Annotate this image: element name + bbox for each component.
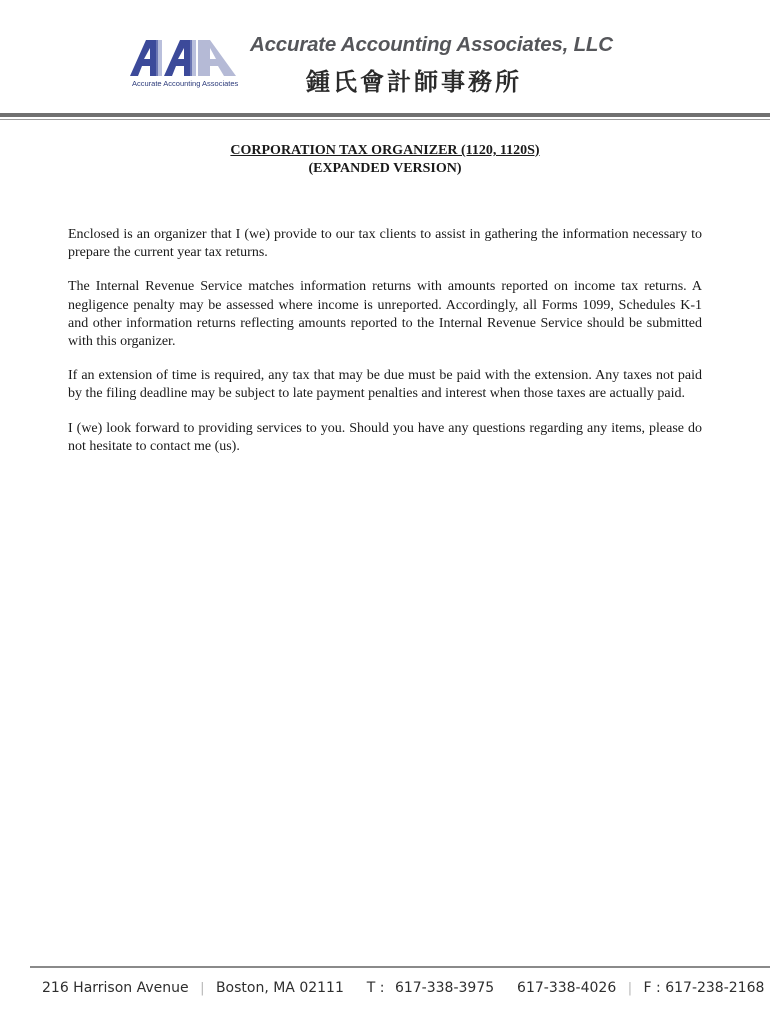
footer-city: Boston, MA 02111 [215, 980, 344, 996]
footer-phone: 617-338-3975 [394, 980, 495, 996]
document-body [68, 226, 702, 472]
footer-street: 216 Harrison Avenue [42, 980, 189, 996]
paragraph-intro: Enclosed is an organizer that I (we) provide to our tax clients to assist in gathering the information necessary to prepare the current year tax returns. [68, 227, 702, 261]
company-name-chinese: 鍾氏會計師事務所 [306, 68, 522, 96]
footer-separator: | [627, 981, 633, 996]
letterhead [0, 0, 770, 122]
paragraph-closing: I (we) look forward to providing services to you. Should you have any questions regarding any items, please do not hesitate to contact me (us). [68, 420, 702, 454]
footer-separator: | [200, 981, 205, 996]
footer-fax-label: F : [643, 980, 661, 996]
aaa-logo-mark-icon [128, 36, 240, 80]
footer-phone-2: 617-338-4026 [517, 980, 617, 996]
document-title-line-1: CORPORATION TAX ORGANIZER (1120, 1120S) [230, 143, 540, 158]
document-title [0, 142, 770, 178]
paragraph-extension: If an extension of time is required, any tax that may be due must be paid with the extension. Any taxes not paid by the filing deadline may be subject to late payment penalties and interest when those taxes are actually paid. [68, 368, 702, 402]
logo-caption: Accurate Accounting Associates [132, 79, 239, 88]
footer-fax: 617-238-2168 [665, 980, 765, 996]
footer-contact [42, 980, 764, 996]
document-title-line-2: (EXPANDED VERSION) [308, 161, 462, 176]
header-divider [0, 113, 770, 117]
paragraph-irs-matching: The Internal Revenue Service matches information returns with amounts reported on income tax returns. A negligence penalty may be assessed where income is unreported. Accordingly, all Forms 1099, Schedules K-1 and other information returns reflecting amounts reported to the Internal Revenue Service should be submitted with this organizer. [68, 279, 702, 350]
header-divider-thin [0, 119, 770, 120]
company-name: Accurate Accounting Associates, LLC [250, 33, 613, 56]
footer-phone-label: T : [366, 980, 385, 996]
footer-divider [30, 966, 770, 968]
